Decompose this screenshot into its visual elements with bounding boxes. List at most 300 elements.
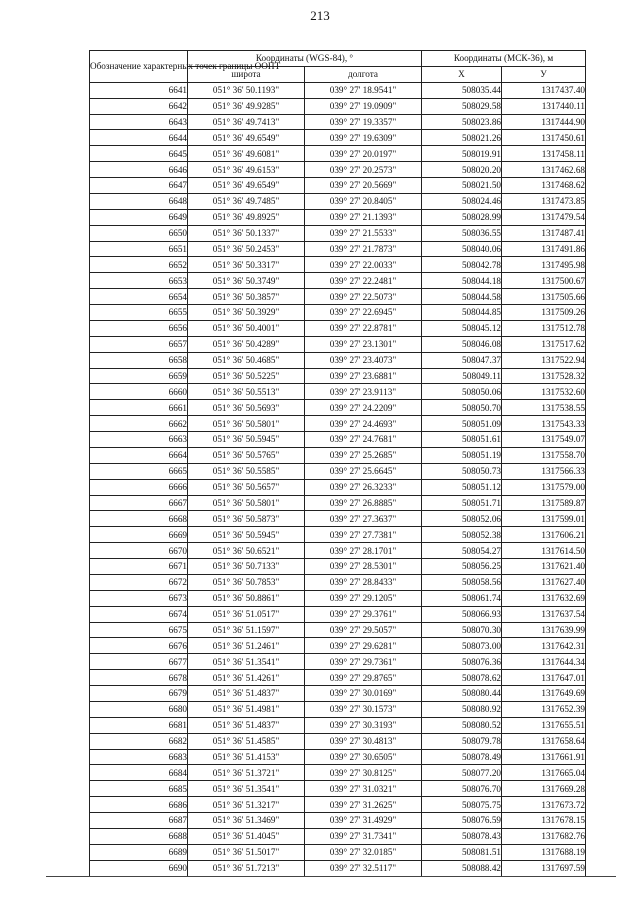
latitude-cell: 051° 36' 50.3857" (188, 289, 305, 305)
x-cell: 508024.46 (422, 193, 502, 209)
y-cell: 1317688.19 (502, 844, 586, 860)
latitude-cell: 051° 36' 49.6549" (188, 130, 305, 146)
point-id: 6641 (90, 82, 188, 98)
point-id: 6654 (90, 289, 188, 305)
y-cell: 1317665.04 (502, 765, 586, 781)
table-row (90, 273, 586, 289)
point-id: 6675 (90, 622, 188, 638)
longitude-cell: 039° 27' 29.5057" (305, 622, 422, 638)
table-row (90, 368, 586, 384)
table-row (90, 686, 586, 702)
longitude-cell: 039° 27' 28.1701" (305, 543, 422, 559)
x-cell: 508050.70 (422, 400, 502, 416)
y-cell: 1317558.70 (502, 447, 586, 463)
longitude-cell: 039° 27' 24.4693" (305, 416, 422, 432)
point-id: 6669 (90, 527, 188, 543)
x-cell: 508050.73 (422, 463, 502, 479)
table-row (90, 336, 586, 352)
longitude-cell: 039° 27' 22.0033" (305, 257, 422, 273)
latitude-cell: 051° 36' 50.7853" (188, 574, 305, 590)
point-id: 6650 (90, 225, 188, 241)
table-row (90, 114, 586, 130)
longitude-cell: 039° 27' 30.6505" (305, 749, 422, 765)
x-cell: 508051.19 (422, 447, 502, 463)
table-row (90, 495, 586, 511)
longitude-cell: 039° 27' 32.5117" (305, 860, 422, 876)
longitude-cell: 039° 27' 29.7361" (305, 654, 422, 670)
table-row (90, 416, 586, 432)
latitude-cell: 051° 36' 50.3317" (188, 257, 305, 273)
longitude-cell: 039° 27' 19.6309" (305, 130, 422, 146)
point-id: 6651 (90, 241, 188, 257)
point-id: 6679 (90, 686, 188, 702)
latitude-cell: 051° 36' 50.5801" (188, 495, 305, 511)
latitude-cell: 051° 36' 50.5513" (188, 384, 305, 400)
point-id: 6671 (90, 559, 188, 575)
x-cell: 508056.25 (422, 559, 502, 575)
longitude-cell: 039° 27' 23.6881" (305, 368, 422, 384)
point-id: 6687 (90, 813, 188, 829)
x-cell: 508049.11 (422, 368, 502, 384)
y-cell: 1317669.28 (502, 781, 586, 797)
y-cell: 1317621.40 (502, 559, 586, 575)
x-cell: 508075.75 (422, 797, 502, 813)
point-id: 6685 (90, 781, 188, 797)
point-id: 6681 (90, 717, 188, 733)
table-row (90, 178, 586, 194)
x-cell: 508078.49 (422, 749, 502, 765)
table-row (90, 209, 586, 225)
latitude-cell: 051° 36' 50.4685" (188, 352, 305, 368)
longitude-cell: 039° 27' 26.3233" (305, 479, 422, 495)
point-id: 6652 (90, 257, 188, 273)
table-row (90, 797, 586, 813)
longitude-cell: 039° 27' 32.0185" (305, 844, 422, 860)
table-row (90, 701, 586, 717)
x-cell: 508045.12 (422, 320, 502, 336)
y-cell: 1317589.87 (502, 495, 586, 511)
point-id: 6683 (90, 749, 188, 765)
y-cell: 1317658.64 (502, 733, 586, 749)
table-row (90, 225, 586, 241)
latitude-cell: 051° 36' 49.8925" (188, 209, 305, 225)
point-id: 6644 (90, 130, 188, 146)
point-id: 6680 (90, 701, 188, 717)
point-id: 6672 (90, 574, 188, 590)
latitude-cell: 051° 36' 49.6153" (188, 162, 305, 178)
x-cell: 508044.85 (422, 305, 502, 321)
latitude-cell: 051° 36' 50.1193" (188, 82, 305, 98)
table-row (90, 590, 586, 606)
latitude-cell: 051° 36' 49.6081" (188, 146, 305, 162)
longitude-cell: 039° 27' 30.8125" (305, 765, 422, 781)
bottom-rule (46, 876, 616, 877)
point-id: 6668 (90, 511, 188, 527)
y-cell: 1317462.68 (502, 162, 586, 178)
x-cell: 508078.62 (422, 670, 502, 686)
x-cell: 508047.37 (422, 352, 502, 368)
point-id: 6667 (90, 495, 188, 511)
x-cell: 508078.43 (422, 828, 502, 844)
y-cell: 1317517.62 (502, 336, 586, 352)
header-latitude: широта (188, 66, 305, 82)
longitude-cell: 039° 27' 23.9113" (305, 384, 422, 400)
y-cell: 1317458.11 (502, 146, 586, 162)
table-row (90, 860, 586, 876)
point-id: 6645 (90, 146, 188, 162)
longitude-cell: 039° 27' 24.7681" (305, 432, 422, 448)
latitude-cell: 051° 36' 49.6549" (188, 178, 305, 194)
latitude-cell: 051° 36' 50.4001" (188, 320, 305, 336)
header-y: У (502, 66, 586, 82)
header-designation: Обозначение характерных точек границы ООПТ (90, 51, 188, 83)
point-id: 6662 (90, 416, 188, 432)
x-cell: 508076.70 (422, 781, 502, 797)
latitude-cell: 051° 36' 51.3721" (188, 765, 305, 781)
longitude-cell: 039° 27' 28.5301" (305, 559, 422, 575)
x-cell: 508088.42 (422, 860, 502, 876)
y-cell: 1317614.50 (502, 543, 586, 559)
table-row (90, 479, 586, 495)
y-cell: 1317682.76 (502, 828, 586, 844)
x-cell: 508036.55 (422, 225, 502, 241)
point-id: 6658 (90, 352, 188, 368)
y-cell: 1317644.34 (502, 654, 586, 670)
longitude-cell: 039° 27' 31.0321" (305, 781, 422, 797)
y-cell: 1317637.54 (502, 606, 586, 622)
table-row (90, 781, 586, 797)
x-cell: 508021.50 (422, 178, 502, 194)
latitude-cell: 051° 36' 51.4585" (188, 733, 305, 749)
point-id: 6677 (90, 654, 188, 670)
x-cell: 508035.44 (422, 82, 502, 98)
longitude-cell: 039° 27' 22.6945" (305, 305, 422, 321)
point-id: 6686 (90, 797, 188, 813)
latitude-cell: 051° 36' 50.5945" (188, 432, 305, 448)
longitude-cell: 039° 27' 19.3357" (305, 114, 422, 130)
x-cell: 508044.58 (422, 289, 502, 305)
x-cell: 508028.99 (422, 209, 502, 225)
point-id: 6688 (90, 828, 188, 844)
x-cell: 508050.06 (422, 384, 502, 400)
x-cell: 508051.71 (422, 495, 502, 511)
point-id: 6660 (90, 384, 188, 400)
longitude-cell: 039° 27' 25.6645" (305, 463, 422, 479)
y-cell: 1317579.00 (502, 479, 586, 495)
table-row (90, 384, 586, 400)
longitude-cell: 039° 27' 25.2685" (305, 447, 422, 463)
x-cell: 508077.20 (422, 765, 502, 781)
table-row (90, 241, 586, 257)
x-cell: 508081.51 (422, 844, 502, 860)
y-cell: 1317639.99 (502, 622, 586, 638)
point-id: 6664 (90, 447, 188, 463)
table-row (90, 717, 586, 733)
longitude-cell: 039° 27' 30.3193" (305, 717, 422, 733)
y-cell: 1317532.60 (502, 384, 586, 400)
table-row (90, 606, 586, 622)
table-row (90, 447, 586, 463)
y-cell: 1317491.86 (502, 241, 586, 257)
y-cell: 1317678.15 (502, 813, 586, 829)
coordinates-table (89, 50, 586, 877)
y-cell: 1317627.40 (502, 574, 586, 590)
x-cell: 508061.74 (422, 590, 502, 606)
x-cell: 508079.78 (422, 733, 502, 749)
latitude-cell: 051° 36' 50.8861" (188, 590, 305, 606)
x-cell: 508080.52 (422, 717, 502, 733)
longitude-cell: 039° 27' 24.2209" (305, 400, 422, 416)
y-cell: 1317479.54 (502, 209, 586, 225)
y-cell: 1317468.62 (502, 178, 586, 194)
header-x: X (422, 66, 502, 82)
x-cell: 508080.44 (422, 686, 502, 702)
longitude-cell: 039° 27' 29.1205" (305, 590, 422, 606)
table-row (90, 320, 586, 336)
point-id: 6661 (90, 400, 188, 416)
latitude-cell: 051° 36' 51.4981" (188, 701, 305, 717)
latitude-cell: 051° 36' 50.1337" (188, 225, 305, 241)
x-cell: 508023.86 (422, 114, 502, 130)
point-id: 6655 (90, 305, 188, 321)
table-row (90, 622, 586, 638)
page-number: 213 (310, 8, 330, 23)
longitude-cell: 039° 27' 29.8765" (305, 670, 422, 686)
table-row (90, 654, 586, 670)
x-cell: 508058.56 (422, 574, 502, 590)
x-cell: 508051.09 (422, 416, 502, 432)
point-id: 6690 (90, 860, 188, 876)
longitude-cell: 039° 27' 22.5073" (305, 289, 422, 305)
point-id: 6663 (90, 432, 188, 448)
y-cell: 1317509.26 (502, 305, 586, 321)
longitude-cell: 039° 27' 20.5669" (305, 178, 422, 194)
x-cell: 508021.26 (422, 130, 502, 146)
x-cell: 508052.06 (422, 511, 502, 527)
x-cell: 508070.30 (422, 622, 502, 638)
y-cell: 1317450.61 (502, 130, 586, 146)
table-row (90, 559, 586, 575)
point-id: 6656 (90, 320, 188, 336)
latitude-cell: 051° 36' 50.3749" (188, 273, 305, 289)
longitude-cell: 039° 27' 21.7873" (305, 241, 422, 257)
point-id: 6648 (90, 193, 188, 209)
x-cell: 508051.12 (422, 479, 502, 495)
table-row (90, 400, 586, 416)
table-row (90, 574, 586, 590)
y-cell: 1317642.31 (502, 638, 586, 654)
latitude-cell: 051° 36' 51.3469" (188, 813, 305, 829)
longitude-cell: 039° 27' 30.1573" (305, 701, 422, 717)
table-body (90, 82, 586, 876)
longitude-cell: 039° 27' 23.1301" (305, 336, 422, 352)
longitude-cell: 039° 27' 31.4929" (305, 813, 422, 829)
table-row (90, 352, 586, 368)
x-cell: 508044.18 (422, 273, 502, 289)
x-cell: 508076.36 (422, 654, 502, 670)
longitude-cell: 039° 27' 30.0169" (305, 686, 422, 702)
latitude-cell: 051° 36' 51.4045" (188, 828, 305, 844)
x-cell: 508066.93 (422, 606, 502, 622)
x-cell: 508042.78 (422, 257, 502, 273)
latitude-cell: 051° 36' 51.2461" (188, 638, 305, 654)
point-id: 6689 (90, 844, 188, 860)
latitude-cell: 051° 36' 49.7485" (188, 193, 305, 209)
table-row (90, 511, 586, 527)
point-id: 6647 (90, 178, 188, 194)
table-row (90, 257, 586, 273)
latitude-cell: 051° 36' 50.3929" (188, 305, 305, 321)
table-row (90, 305, 586, 321)
latitude-cell: 051° 36' 51.4261" (188, 670, 305, 686)
x-cell: 508046.08 (422, 336, 502, 352)
latitude-cell: 051° 36' 50.5873" (188, 511, 305, 527)
y-cell: 1317505.66 (502, 289, 586, 305)
y-cell: 1317522.94 (502, 352, 586, 368)
y-cell: 1317549.07 (502, 432, 586, 448)
header-wgs84: Координаты (WGS-84), ° (188, 51, 422, 67)
latitude-cell: 051° 36' 51.4837" (188, 717, 305, 733)
longitude-cell: 039° 27' 18.9541" (305, 82, 422, 98)
y-cell: 1317444.90 (502, 114, 586, 130)
latitude-cell: 051° 36' 50.5945" (188, 527, 305, 543)
point-id: 6682 (90, 733, 188, 749)
table-row (90, 543, 586, 559)
table-row (90, 463, 586, 479)
x-cell: 508073.00 (422, 638, 502, 654)
longitude-cell: 039° 27' 22.8781" (305, 320, 422, 336)
table-row (90, 146, 586, 162)
longitude-cell: 039° 27' 22.2481" (305, 273, 422, 289)
point-id: 6666 (90, 479, 188, 495)
table-row (90, 432, 586, 448)
longitude-cell: 039° 27' 23.4073" (305, 352, 422, 368)
y-cell: 1317606.21 (502, 527, 586, 543)
y-cell: 1317566.33 (502, 463, 586, 479)
point-id: 6674 (90, 606, 188, 622)
point-id: 6659 (90, 368, 188, 384)
longitude-cell: 039° 27' 27.7381" (305, 527, 422, 543)
x-cell: 508019.91 (422, 146, 502, 162)
y-cell: 1317473.85 (502, 193, 586, 209)
y-cell: 1317538.55 (502, 400, 586, 416)
y-cell: 1317487.41 (502, 225, 586, 241)
point-id: 6646 (90, 162, 188, 178)
point-id: 6676 (90, 638, 188, 654)
latitude-cell: 051° 36' 51.0517" (188, 606, 305, 622)
y-cell: 1317632.69 (502, 590, 586, 606)
header-msk36: Координаты (МСК-36), м (422, 51, 586, 67)
table-row (90, 527, 586, 543)
table-row (90, 130, 586, 146)
header-longitude: долгота (305, 66, 422, 82)
point-id: 6657 (90, 336, 188, 352)
longitude-cell: 039° 27' 28.8433" (305, 574, 422, 590)
latitude-cell: 051° 36' 50.5693" (188, 400, 305, 416)
longitude-cell: 039° 27' 20.2573" (305, 162, 422, 178)
point-id: 6684 (90, 765, 188, 781)
table-row (90, 765, 586, 781)
y-cell: 1317647.01 (502, 670, 586, 686)
latitude-cell: 051° 36' 50.5585" (188, 463, 305, 479)
table-row (90, 193, 586, 209)
y-cell: 1317495.98 (502, 257, 586, 273)
longitude-cell: 039° 27' 29.6281" (305, 638, 422, 654)
point-id: 6665 (90, 463, 188, 479)
table-row (90, 162, 586, 178)
latitude-cell: 051° 36' 50.4289" (188, 336, 305, 352)
y-cell: 1317661.91 (502, 749, 586, 765)
x-cell: 508054.27 (422, 543, 502, 559)
x-cell: 508051.61 (422, 432, 502, 448)
latitude-cell: 051° 36' 49.7413" (188, 114, 305, 130)
y-cell: 1317697.59 (502, 860, 586, 876)
latitude-cell: 051° 36' 51.3541" (188, 781, 305, 797)
x-cell: 508029.58 (422, 98, 502, 114)
longitude-cell: 039° 27' 30.4813" (305, 733, 422, 749)
y-cell: 1317543.33 (502, 416, 586, 432)
y-cell: 1317599.01 (502, 511, 586, 527)
point-id: 6673 (90, 590, 188, 606)
y-cell: 1317528.32 (502, 368, 586, 384)
y-cell: 1317655.51 (502, 717, 586, 733)
latitude-cell: 051° 36' 50.5225" (188, 368, 305, 384)
point-id: 6653 (90, 273, 188, 289)
latitude-cell: 051° 36' 51.5017" (188, 844, 305, 860)
table-row (90, 638, 586, 654)
point-id: 6642 (90, 98, 188, 114)
longitude-cell: 039° 27' 31.2625" (305, 797, 422, 813)
latitude-cell: 051° 36' 50.5801" (188, 416, 305, 432)
longitude-cell: 039° 27' 21.5533" (305, 225, 422, 241)
point-id: 6643 (90, 114, 188, 130)
x-cell: 508052.38 (422, 527, 502, 543)
latitude-cell: 051° 36' 51.7213" (188, 860, 305, 876)
longitude-cell: 039° 27' 20.0197" (305, 146, 422, 162)
longitude-cell: 039° 27' 29.3761" (305, 606, 422, 622)
table-row (90, 82, 586, 98)
table-row (90, 733, 586, 749)
latitude-cell: 051° 36' 50.2453" (188, 241, 305, 257)
latitude-cell: 051° 36' 51.4837" (188, 686, 305, 702)
longitude-cell: 039° 27' 26.8885" (305, 495, 422, 511)
latitude-cell: 051° 36' 49.9285" (188, 98, 305, 114)
y-cell: 1317437.40 (502, 82, 586, 98)
table-row (90, 813, 586, 829)
latitude-cell: 051° 36' 51.4153" (188, 749, 305, 765)
table-row (90, 828, 586, 844)
latitude-cell: 051° 36' 50.6521" (188, 543, 305, 559)
longitude-cell: 039° 27' 20.8405" (305, 193, 422, 209)
table-row (90, 98, 586, 114)
x-cell: 508020.20 (422, 162, 502, 178)
x-cell: 508076.59 (422, 813, 502, 829)
x-cell: 508080.92 (422, 701, 502, 717)
table-row (90, 749, 586, 765)
latitude-cell: 051° 36' 51.1597" (188, 622, 305, 638)
y-cell: 1317673.72 (502, 797, 586, 813)
point-id: 6678 (90, 670, 188, 686)
longitude-cell: 039° 27' 19.0909" (305, 98, 422, 114)
longitude-cell: 039° 27' 21.1393" (305, 209, 422, 225)
latitude-cell: 051° 36' 50.7133" (188, 559, 305, 575)
y-cell: 1317652.39 (502, 701, 586, 717)
y-cell: 1317500.67 (502, 273, 586, 289)
point-id: 6649 (90, 209, 188, 225)
y-cell: 1317649.69 (502, 686, 586, 702)
latitude-cell: 051° 36' 50.5765" (188, 447, 305, 463)
latitude-cell: 051° 36' 50.5657" (188, 479, 305, 495)
